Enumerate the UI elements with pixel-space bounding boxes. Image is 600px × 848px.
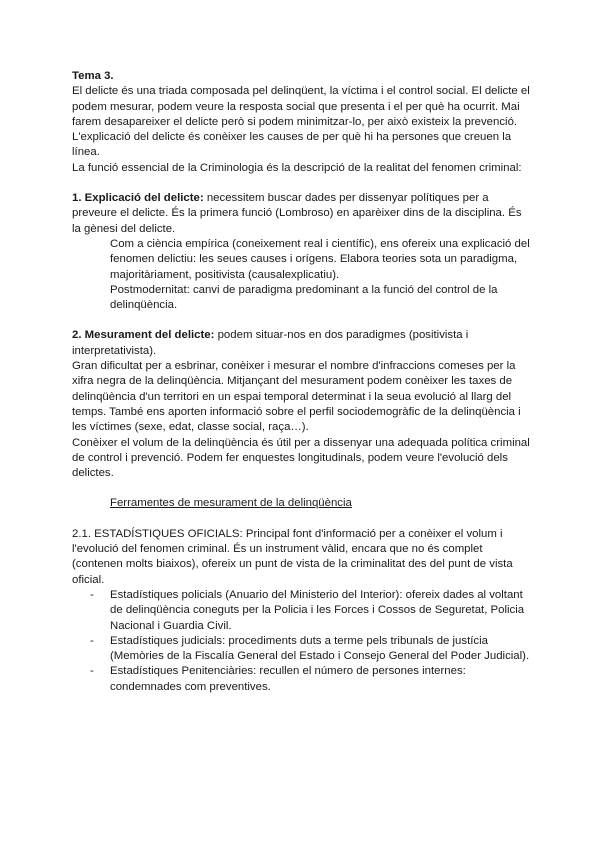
dash-bullet: -	[90, 588, 94, 601]
section-1-paragraph	[72, 191, 530, 237]
page-title: Tema 3.	[72, 70, 114, 82]
section-1-text: necessitem buscar dades per dissenyar polítiques per a preveure el delicte. És la primera funció (Lombroso) en aparèixer dins de la disciplina. És la gènesi del delicte.	[72, 192, 522, 235]
section-2-text: podem situar-nos en dos paradigmes (positivista i interpretativista).	[72, 329, 469, 357]
intro-paragraph-3: La funció essencial de la Criminologia és la descripció de la realitat del fenomen criminal:	[72, 161, 522, 174]
section-2-paragraph	[72, 328, 530, 359]
dash-bullet: -	[90, 665, 94, 678]
dash-bullet: -	[90, 634, 94, 647]
subsection-title: Ferramentes de mesurament de la delinqüència	[110, 497, 352, 510]
document-body	[72, 69, 530, 695]
section-1-indented-1: Com a ciència empírica (coneixement real i científic), ens ofereix una explicació del fenomen delictiu: les seues causes i orígens. Elabora teories sota un paradigma, majoritàriament, positivista (causalexplicatiu).	[110, 237, 530, 281]
list-item: - Estadístiques policials (Anuario del Ministerio del Interior): ofereix dades al voltant de delinqüència coneguts per la Policia i les Forces i Cossos de Seguretat, Policia Nacional i Guardia Civil.	[90, 588, 525, 632]
section-2-para-2: Conèixer el volum de la delinqüència és útil per a dissenyar una adequada política criminal de control i prevenció. Podem fer enquestes longitudinals, podem veure l'evolució dels delictes.	[72, 436, 530, 480]
section-2-1-paragraph: 2.1. ESTADÍSTIQUES OFICIALS: Principal font d'informació per a conèixer el volum i l'evolució del fenomen criminal. És un instrument vàlid, encara que no és complet (contenen molts biaixos), ofereix un punt de vista de la criminalitat des del punt de vista oficial.	[72, 527, 513, 586]
intro-paragraph-2: L'explicació del delicte és conèixer les causes de per què hi ha persones que creuen la línea.	[72, 131, 512, 159]
section-1-indented-2: Postmodernitat: canvi de paradigma predominant a la funció del control de la delinqüència.	[110, 283, 498, 312]
statistics-list	[72, 588, 530, 695]
section-2-para-1: Gran dificultat per a esbrinar, conèixer i mesurar el nombre d'infraccions comeses per la xifra negra de la delinqüència. Mitjançant del mesurament podem conèixer les taxes de delinqüència d'un territori en un espai temporal determinat i la seua evolució al llarg del temps. També ens aporten informació sobre el perfil sociodemogràfic de la delinqüència i les víctimes (sexe, edat, classe social, raça…).	[72, 360, 521, 434]
section-1-heading: 1. Explicació del delicte:	[72, 192, 204, 205]
list-item: - Estadístiques judicials: procediments duts a terme pels tribunals de justícia (Memòries de la Fiscalía General del Estado i Consejo General del Poder Judicial).	[90, 634, 530, 663]
intro-paragraph-1: El delicte és una triada composada pel delinqüent, la víctima i el control social. El delicte el podem mesurar, podem veure la resposta social que presenta i el per què ha ocurrit. Mai farem desapareixer el delicte però si podem minimitzar-lo, per això existeix la prevenció.	[72, 85, 530, 128]
list-item: - Estadístiques Penitenciàries: recullen el número de persones internes: condemnades com preventives.	[90, 665, 466, 693]
section-2-heading: 2. Mesurament del delicte:	[72, 329, 215, 342]
